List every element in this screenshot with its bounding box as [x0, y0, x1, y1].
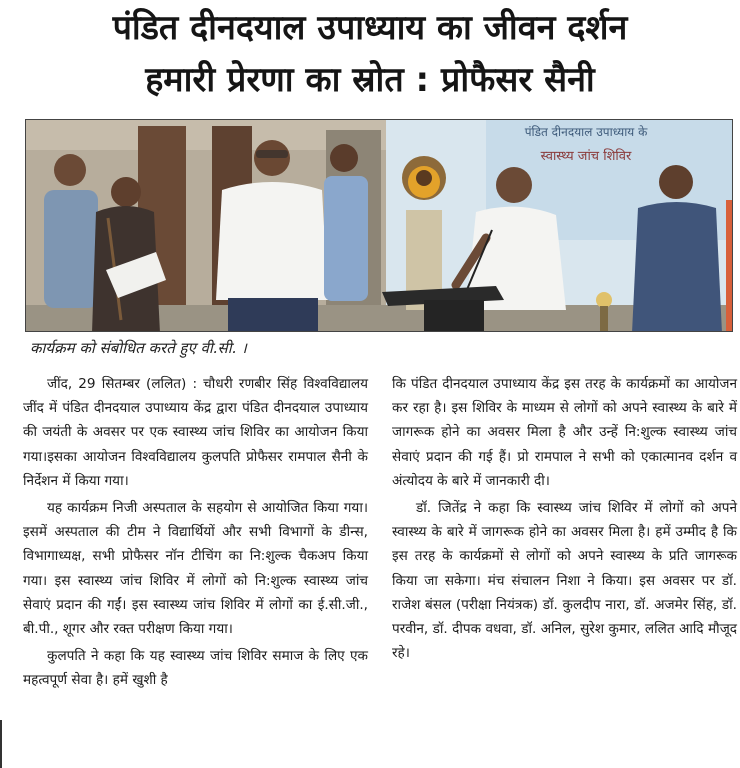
banner-text: पंडित दीनदयाल उपाध्याय के	[524, 125, 648, 139]
photo-illustration	[26, 120, 733, 332]
article-paragraph: यह कार्यक्रम निजी अस्पताल के सहयोग से आयोजित किया गया। इसमें अस्पताल की टीम ने विद्यार्थियों और सभी विभागों के डीन्स, विभागाध्यक्ष, सभी प्रोफैसर नॉन टीचिंग का नि:शुल्क चैकअप किया गया। इस स्वास्थ्य जांच शिविर में लोगों को नि:शुल्क स्वास्थ्य जांच सेवाएं प्रदान की गईं। इस स्वास्थ्य जांच शिविर में लोगों का ई.सी.जी., बी.पी., शूगर और रक्त परीक्षण किया गया।	[23, 500, 368, 638]
news-photo	[25, 119, 733, 332]
article-paragraph: जींद, 29 सितम्बर (ललित) : चौधरी रणबीर सिंह विश्वविद्यालय जींद में पंडित दीनदयाल उपाध्याय केंद्र द्वारा पंडित दीनदयाल उपाध्याय की जयंती के अवसर पर एक स्वास्थ्य जांच शिविर का आयोजन किया गया।इसका आयोजन विश्वविद्यालय कुलपति प्रोफैसर रामपाल सैनी के निर्देशन में किया गया।	[23, 376, 368, 489]
article-column-right	[392, 372, 737, 668]
column-rule	[0, 720, 5, 768]
banner-subtext: स्वास्थ्य जांच शिविर	[540, 149, 632, 164]
article-paragraph: कुलपति ने कहा कि यह स्वास्थ्य जांच शिविर समाज के लिए एक महत्वपूर्ण सेवा है। हमें खुशी है	[23, 648, 368, 689]
article-paragraph: डॉ. जितेंद्र ने कहा कि स्वास्थ्य जांच शिविर में लोगों को अपने स्वास्थ्य के बारे में जागरूक होने का अवसर मिला है। हमें उम्मीद है कि इस तरह के कार्यक्रमों से लोगों को अपने स्वास्थ्य के प्रति जागरूक किया जा सकेगा। मंच संचालन निशा ने किया। इस अवसर पर डॉ. राजेश बंसल (परीक्षा नियंत्रक) डॉ. कुलदीप नारा, डॉ. अजमेर सिंह, डॉ. परवीन, डॉ. दीपक वधवा, डॉ. अनिल, सुरेश कुमार, ललित आदि मौजूद रहे।	[392, 500, 737, 662]
photo-caption: कार्यक्रम को संबोधित करते हुए वी.सी. ।	[30, 339, 247, 357]
headline-line-1: पंडित दीनदयाल उपाध्याय का जीवन दर्शन	[112, 8, 628, 48]
headline-line-2: हमारी प्रेरणा का स्रोत : प्रोफैसर सैनी	[145, 60, 595, 100]
article-paragraph: कि पंडित दीनदयाल उपाध्याय केंद्र इस तरह के कार्यक्रमों का आयोजन कर रहा है। इस शिविर के माध्यम से लोगों को अपने स्वास्थ्य के बारे में जागरूक होने का अवसर मिला है और उन्हें नि:शुल्क स्वास्थ्य जांच सेवाएं प्रदान की गई हैं। प्रो रामपाल ने सभी को एकात्मानव दर्शन व अंत्योदय के बारे में जानकारी दी।	[392, 376, 737, 489]
article-column-left	[23, 372, 368, 696]
